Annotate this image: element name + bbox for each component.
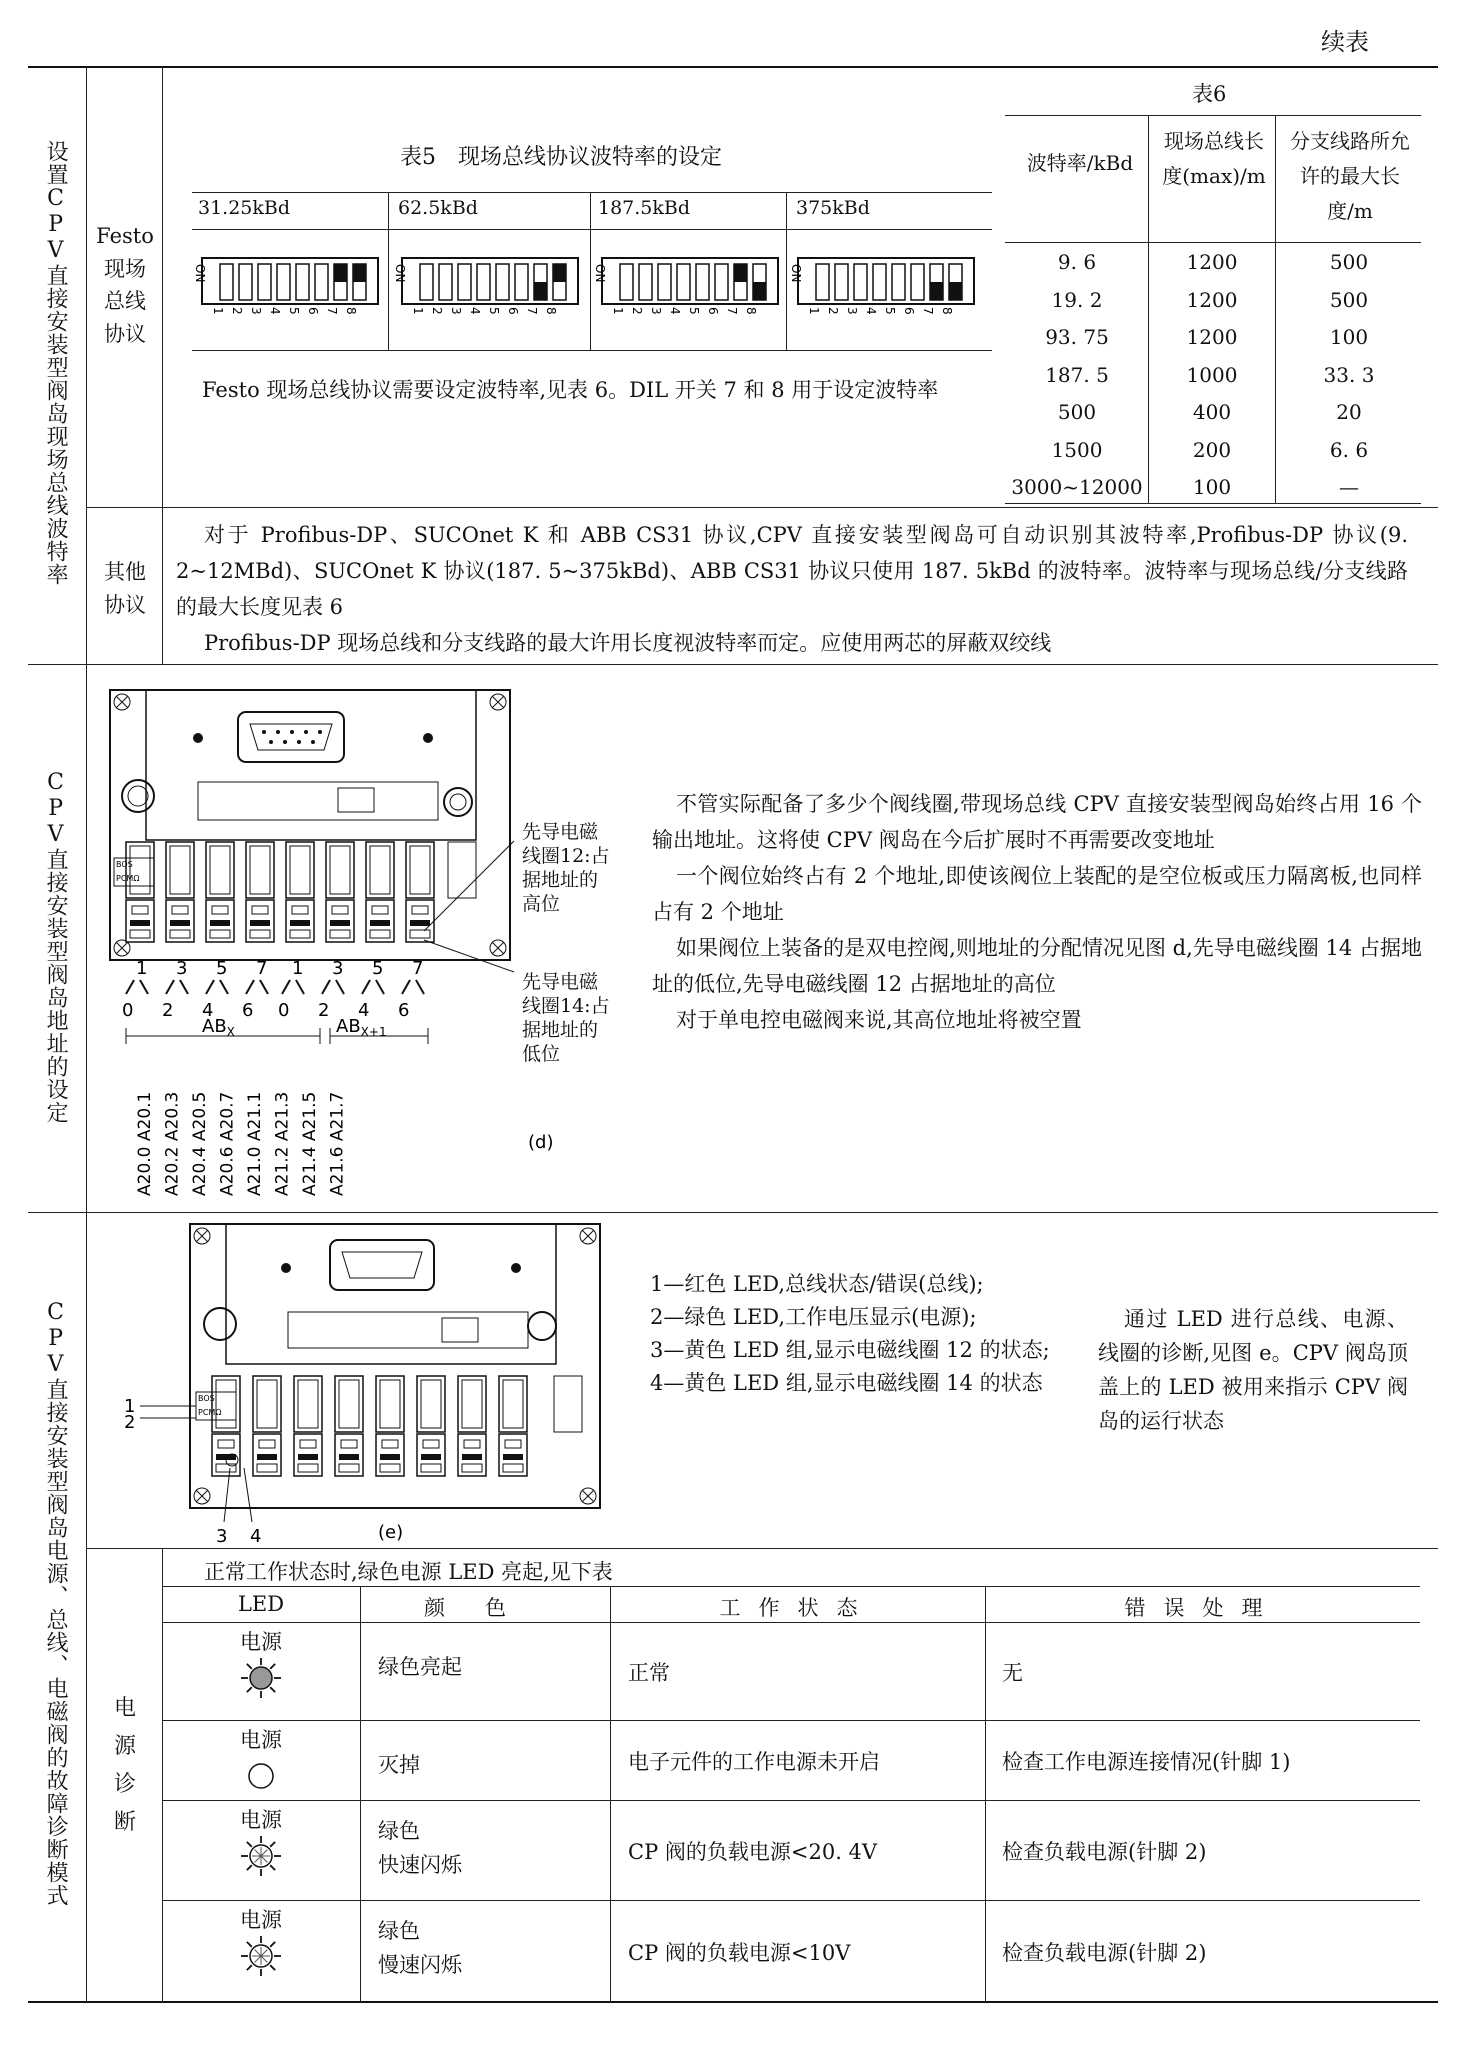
valve-slot <box>458 1376 486 1476</box>
slot-odd-number: 1 <box>136 958 148 979</box>
section2-title: CPV直接安装型阀岛地址的设定 <box>43 770 69 1124</box>
dip-number: 3 <box>845 307 859 315</box>
slot-odd-number: 7 <box>256 958 268 979</box>
dip-on-label: ON <box>193 264 207 283</box>
other-protocol-text-2: Profibus-DP 现场总线和分支线路的最大许用长度视波特率而定。应使用两芯的屏蔽双绞线 <box>204 631 1052 655</box>
table6-cell: 93. 75 <box>1045 325 1109 349</box>
table6-cell: 1500 <box>1051 437 1103 462</box>
valve-slot <box>253 1376 281 1476</box>
table6-cell: 1200 <box>1186 250 1238 274</box>
dip-number: 4 <box>864 307 878 315</box>
valve-slot <box>406 842 434 942</box>
state-cell: 电子元件的工作电源未开启 <box>628 1750 880 1774</box>
circle-off-icon <box>239 1754 283 1798</box>
table6-cell: 200 <box>1192 437 1232 462</box>
col-header-state: 工作状态 <box>719 1596 876 1620</box>
address-label: A21.0 A21.1 <box>245 1091 265 1196</box>
slot-even-number: 4 <box>358 1000 370 1021</box>
slot-even-number: 0 <box>122 1000 134 1021</box>
callout-2: 2 <box>124 1412 136 1433</box>
table6-cell: 3000~12000 <box>1011 475 1143 499</box>
dip-number: 1 <box>211 307 225 315</box>
valve-slot <box>246 842 274 942</box>
ab-x-label: $AB_X$ <box>202 1016 235 1039</box>
figure-e-label: (e) <box>378 1522 404 1543</box>
sun-flash-icon <box>239 1934 283 1978</box>
ab-x1-label: $AB_{X+1}$ <box>336 1016 387 1039</box>
table6-cell: 1200 <box>1186 325 1238 349</box>
callout-4: 4 <box>250 1526 262 1547</box>
led-cell <box>162 1724 360 1803</box>
fix-cell: 检查负载电源(针脚 2) <box>1002 1940 1207 1965</box>
slot-even-number: 2 <box>162 1000 174 1021</box>
dip-number: 8 <box>744 307 758 315</box>
table6-cell: 100 <box>1329 325 1369 349</box>
dip-number: 4 <box>268 307 282 315</box>
dip-number: 8 <box>544 307 558 315</box>
dip-number: 5 <box>883 307 897 315</box>
valve-terminal-diagram-d <box>98 676 658 1206</box>
table6-cell: 1200 <box>1186 287 1238 312</box>
dip-number: 3 <box>649 307 663 315</box>
pcm-label: PCMΩ <box>116 874 140 883</box>
table6-cell: 19. 2 <box>1051 287 1103 312</box>
slot-odd-number: 7 <box>412 958 424 979</box>
table5-col-62k: 62.5kBd <box>398 197 478 219</box>
dip-number: 3 <box>249 307 263 315</box>
dip-number: 6 <box>902 307 916 315</box>
callout-1: 1 <box>124 1396 136 1417</box>
other-protocol-text-1: 对于 Profibus-DP、SUCOnet K 和 ABB CS31 协议,CPV 直接安装型阀岛可自动识别其波特率,Profibus-DP 协议(9. 2~12MBd)、SUCOnet K 协议(187. 5~375kBd)、ABB CS31 协议只使用 187. 5kBd 的波特率。波特率与现场总线/分支线路的最大长度见表 6 <box>176 523 1408 619</box>
power-diagnosis-label: 电 源 诊 断 <box>113 1696 136 1835</box>
table6-header-length: 现场总线长度(max)/m <box>1162 129 1266 188</box>
festo-label: Festo 现场 总线 协议 <box>96 224 154 346</box>
sun-flash-icon <box>239 1834 283 1878</box>
fix-cell: 检查工作电源连接情况(针脚 1) <box>1002 1750 1291 1774</box>
valve-slot <box>499 1376 527 1476</box>
valve-slot <box>166 842 194 942</box>
valve-slot <box>286 842 314 942</box>
dip-switches <box>192 250 992 330</box>
dip-switch-3 <box>593 258 778 315</box>
address-text: 不管实际配备了多少个阀线圈,带现场总线 CPV 直接安装型阀岛始终占用 16 个输出地址。这将使 CPV 阀岛在今后扩展时不再需要改变地址 一个阀位始终占有 2 个地址,即使该阀位上装配的是空位板或压力隔离板,也同样占有 2 个地址 如果阀位上装备的是双电控阀,则地址的分配情况见图 d,先导电磁线圈 14 占据地址的低位,先导电磁线圈 12 占据地址的高位 对于单电控电磁阀来说,其高位地址将被空置 <box>652 792 1422 1032</box>
color-cell: 绿色 慢速闪烁 <box>378 1919 462 1977</box>
dip-number: 2 <box>430 307 444 315</box>
valve-slot <box>126 842 154 942</box>
dip-number: 2 <box>630 307 644 315</box>
dip-number: 5 <box>287 307 301 315</box>
dip-number: 4 <box>468 307 482 315</box>
slot-even-number: 6 <box>398 1000 410 1021</box>
dip-number: 2 <box>826 307 840 315</box>
state-cell: CP 阀的负载电源<10V <box>628 1940 851 1965</box>
slot-odd-number: 3 <box>176 958 188 979</box>
fix-cell: 检查负载电源(针脚 2) <box>1002 1840 1207 1864</box>
address-label: A21.6 A21.7 <box>327 1091 348 1196</box>
led-name: 电源 <box>240 1630 282 1654</box>
slot-odd-number: 5 <box>372 958 384 979</box>
table6-cell: 500 <box>1057 400 1097 424</box>
led-cell <box>162 1804 360 1883</box>
valve-slot <box>376 1376 404 1476</box>
table6-cell: 187. 5 <box>1045 362 1109 387</box>
slot-odd-number: 1 <box>292 958 304 979</box>
table5-col-375k: 375kBd <box>796 197 870 219</box>
bos-label-e: BOS <box>198 1394 215 1403</box>
led-cell <box>162 1626 360 1705</box>
dip-switch-1 <box>193 258 378 315</box>
led-name: 电源 <box>240 1908 282 1932</box>
valve-terminal-diagram-e <box>112 1220 632 1550</box>
table6-caption: 表6 <box>1192 82 1227 106</box>
table6-cell: 33. 3 <box>1323 362 1375 387</box>
slot-even-number: 6 <box>242 1000 254 1021</box>
led-name: 电源 <box>240 1808 282 1832</box>
section1-title: 设置CPV直接安装型阀岛现场总线波特率 <box>43 140 69 586</box>
valve-slot <box>206 842 234 942</box>
slot-odd-number: 5 <box>216 958 228 979</box>
table6-cell: 500 <box>1329 250 1369 274</box>
valve-slot <box>294 1376 322 1476</box>
table6-header-branch: 分支线路所允许的最大长度/m <box>1290 129 1410 223</box>
valve-slot <box>326 842 354 942</box>
valve-slot <box>366 842 394 942</box>
dip-switch-4 <box>789 258 974 315</box>
dip-number: 6 <box>506 307 520 315</box>
callout-coil14: 先导电磁 线圈14:占 据地址的 低位 <box>522 971 610 1065</box>
valve-slot <box>335 1376 363 1476</box>
slot-odd-number: 3 <box>332 958 344 979</box>
address-label: A21.2 A21.3 <box>272 1091 293 1196</box>
address-label: A20.2 A20.3 <box>162 1091 183 1196</box>
address-label: A21.4 A21.5 <box>300 1091 320 1196</box>
col-header-led: LED <box>237 1592 285 1616</box>
festo-text: Festo 现场总线协议需要设定波特率,见表 6。DIL 开关 7 和 8 用于设定波特率 <box>202 378 939 402</box>
pcm-label-e: PCMΩ <box>198 1408 222 1417</box>
table6-header-baud: 波特率/kBd <box>1026 151 1134 175</box>
led-legend: 1—红色 LED,总线状态/错误(总线); 2—绿色 LED,工作电压显示(电源); 3—黄色 LED 组,显示电磁线圈 12 的状态; 4—黄色 LED 组,显示电磁线圈 14 的状态 <box>650 1272 1050 1395</box>
led-right-text: 通过 LED 进行总线、电源、线圈的诊断,见图 e。CPV 阀岛顶盖上的 LED 被用来指示 CPV 阀岛的运行状态 <box>1098 1307 1408 1433</box>
led-name: 电源 <box>240 1728 282 1752</box>
dip-on-label: ON <box>593 264 607 283</box>
dip-number: 8 <box>940 307 954 315</box>
table6-cell: 6. 6 <box>1329 437 1369 462</box>
address-label: A20.4 A20.5 <box>190 1091 210 1196</box>
dip-number: 7 <box>725 307 739 315</box>
col-header-fix: 错误处理 <box>1124 1596 1281 1620</box>
dip-number: 8 <box>344 307 358 315</box>
table5-col-187k: 187.5kBd <box>598 197 691 219</box>
page-header: 续表 <box>1321 28 1369 56</box>
color-cell: 绿色 快速闪烁 <box>378 1819 462 1877</box>
dip-number: 6 <box>306 307 320 315</box>
dip-on-label: ON <box>789 264 803 283</box>
diag-intro: 正常工作状态时,绿色电源 LED 亮起,见下表 <box>204 1560 613 1584</box>
callout-3: 3 <box>216 1526 228 1547</box>
valve-slot <box>417 1376 445 1476</box>
dip-number: 7 <box>921 307 935 315</box>
dip-switch-2 <box>393 258 578 315</box>
dip-number: 4 <box>668 307 682 315</box>
table6-cell: — <box>1339 475 1359 499</box>
sun-filled-icon <box>239 1656 283 1700</box>
slot-even-number: 0 <box>278 1000 290 1021</box>
table5-col-31k: 31.25kBd <box>198 197 291 219</box>
figure-d-label: (d) <box>528 1132 554 1153</box>
state-cell: 正常 <box>628 1661 670 1685</box>
col-header-color: 颜色 <box>424 1596 546 1620</box>
dip-on-label: ON <box>393 264 407 283</box>
fix-cell: 无 <box>1002 1661 1023 1685</box>
dip-number: 7 <box>325 307 339 315</box>
table6-cell: 20 <box>1336 400 1362 424</box>
callout-coil12: 先导电磁 线圈12:占 据地址的 高位 <box>522 821 610 915</box>
dip-number: 1 <box>807 307 821 315</box>
dip-number: 2 <box>230 307 244 315</box>
section3-title: CPV直接安装型阀岛电源、总线、电磁阀的故障诊断模式 <box>43 1300 69 1907</box>
table6-cell: 1000 <box>1186 362 1238 387</box>
address-label: A20.6 A20.7 <box>217 1091 238 1196</box>
dip-number: 3 <box>449 307 463 315</box>
table5-caption: 表5 现场总线协议波特率的设定 <box>400 145 722 170</box>
dip-number: 5 <box>487 307 501 315</box>
slot-even-number: 2 <box>318 1000 330 1021</box>
state-cell: CP 阀的负载电源<20. 4V <box>628 1840 878 1864</box>
table6-cell: 9. 6 <box>1057 250 1097 274</box>
slot-even-number: 4 <box>202 1000 214 1021</box>
dip-number: 1 <box>611 307 625 315</box>
bos-label: BOS <box>116 860 133 869</box>
table6-cell: 100 <box>1192 475 1232 499</box>
dip-number: 5 <box>687 307 701 315</box>
dip-number: 6 <box>706 307 720 315</box>
led-cell <box>162 1904 360 1983</box>
address-label: A20.0 A20.1 <box>135 1091 155 1196</box>
dip-number: 7 <box>525 307 539 315</box>
table6-cell: 500 <box>1329 287 1369 312</box>
dip-number: 1 <box>411 307 425 315</box>
table6-cell: 400 <box>1192 400 1232 424</box>
color-cell: 灭掉 <box>378 1753 420 1777</box>
color-cell: 绿色亮起 <box>378 1655 462 1679</box>
other-protocol-label: 其他 协议 <box>104 560 146 617</box>
